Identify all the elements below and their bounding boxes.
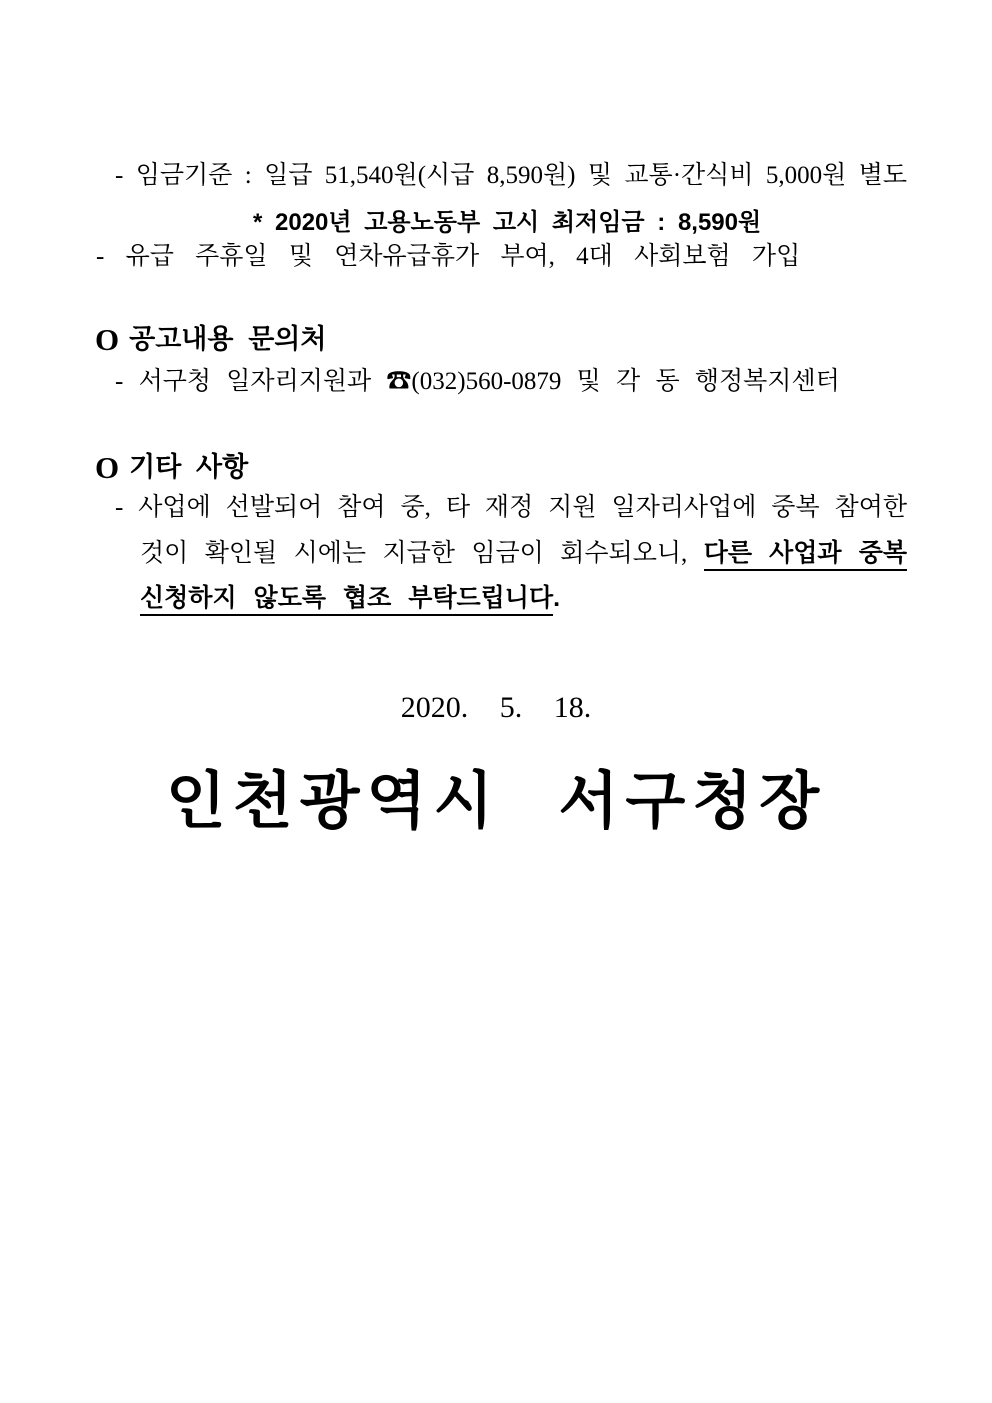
etc-para-line3-warning-text: 신청하지 않도록 협조 부탁드립니다	[140, 584, 553, 616]
etc-para-line2-warning-text: 다른 사업과 중복	[704, 539, 907, 571]
section-bullet-icon: O	[95, 322, 120, 357]
contact-section-header	[95, 320, 326, 360]
etc-para-line3-period: .	[553, 584, 561, 612]
wage-line-benefits: - 유급 주휴일 및 연차유급휴가 부여, 4대 사회보험 가입	[96, 243, 801, 270]
etc-para-line1: - 사업에 선발되어 참여 중, 타 재정 지원 일자리사업에 중복 참여한	[115, 494, 907, 521]
signature-title: 인천광역시 서구청장	[165, 767, 827, 836]
etc-para-line2	[140, 537, 907, 571]
contact-section-title: 공고내용 문의처	[129, 324, 327, 354]
etc-section-header	[95, 448, 248, 488]
etc-para-line3	[140, 582, 560, 615]
announcement-date: 2020. 5. 18.	[400, 691, 592, 724]
etc-para-line2-normal-text: 것이 확인될 시에는 지급한 임금이 회수되오니,	[140, 540, 688, 567]
wage-note-minimum-wage: * 2020년 고용노동부 고시 최저임금 : 8,590원	[253, 209, 762, 236]
wage-line-daily: - 임금기준 : 일급 51,540원(시급 8,590원) 및 교통·간식비 5,000원 별도	[115, 162, 907, 189]
contact-line: - 서구청 일자리지원과 ☎(032)560-0879 및 각 동 행정복지센터	[115, 368, 840, 395]
etc-section-title: 기타 사항	[129, 452, 249, 482]
section-bullet-icon: O	[95, 450, 120, 485]
